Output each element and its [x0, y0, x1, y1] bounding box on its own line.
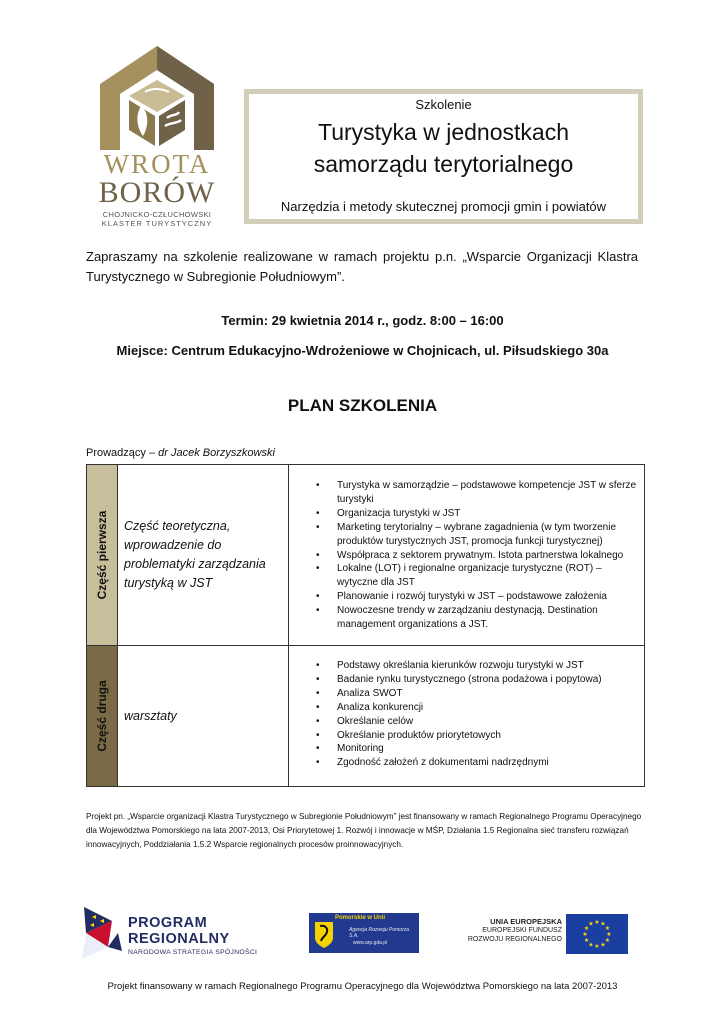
plan-row-side: [87, 646, 118, 786]
list-item: • Turystyka w samorządzie – podstawowe kompetencje JST w sferze turystyki: [337, 479, 636, 507]
list-item: • Badanie rynku turystycznego (strona podażowa i popytowa): [337, 673, 636, 687]
list-item: • Określanie produktów priorytetowych: [337, 729, 636, 743]
program-regionalny-emblem-icon: [78, 903, 124, 961]
list-item: • Analiza konkurencji: [337, 701, 636, 715]
pomorskie-title: Pomorskie w Unii: [335, 915, 386, 921]
list-item: • Nowoczesne trendy w zarządzaniu destynacją. Destination management organizations a JST.: [337, 604, 636, 632]
list-item: • Podstawy określania kierunków rozwoju turystyki w JST: [337, 659, 636, 673]
plan-row-topic: [118, 465, 289, 645]
program-regionalny-line3: NARODOWA STRATEGIA SPÓJNOŚCI: [128, 949, 258, 956]
pomorskie-w-unii-logo: [309, 913, 419, 953]
trainer-line: [86, 447, 275, 459]
plan-heading: PLAN SZKOLENIA: [287, 396, 438, 415]
eu-logo: [466, 913, 628, 953]
logo-word-borow: BORÓW: [98, 176, 216, 209]
list-item: • Analiza SWOT: [337, 687, 636, 701]
svg-text:★: ★: [600, 941, 606, 949]
funding-footnote: Projekt pn. „Wsparcie organizacji Klastra Turystycznego w Subregionie Południowym” jest finansowany w ramach Regionalnego Programu Operacyjnego dla Województwa Pomorskiego na lata 2007-2013, Osi Priorytetowej 1. Rozwój i innowacje w MŚP, Działania 1.5 Regionalna sieć transferu rozwiązań innowacyjnych, Poddziałania 1.5.2 Wsparcie regionalnych procesów proinnowacyjnych.: [86, 812, 642, 849]
logo-subtitle-line2: KLASTER TURYSTYCZNY: [101, 219, 213, 228]
eu-line2: EUROPEJSKI FUNDUSZ: [482, 927, 562, 934]
title-box: [244, 89, 643, 224]
page-title-line2: samorządu terytorialnego: [313, 151, 574, 177]
svg-text:★: ★: [583, 937, 590, 944]
svg-text:★: ★: [604, 925, 611, 932]
pomorskie-url: www.arp.gda.pl: [353, 940, 388, 946]
pomorskie-agency: Agencja Rozwoju Pomorza S.A.: [349, 927, 410, 939]
venue-line: Miejsce: Centrum Edukacyjno-Wdrożeniowe w Chojnicach, ul. Piłsudskiego 30a: [116, 343, 609, 358]
eu-line3: ROZWOJU REGIONALNEGO: [467, 936, 562, 943]
plan-row-side-label: Część pierwsza: [95, 510, 109, 600]
list-item: • Planowanie i rozwój turystyki w JST – podstawowe założenia: [337, 590, 636, 604]
list-item: • Lokalne (LOT) i regionalne organizacje turystyczne (ROT) – wytyczne dla JST: [337, 562, 636, 590]
wrota-borow-logo: [97, 44, 217, 226]
page-title: [249, 116, 638, 180]
plan-row-topic: [118, 646, 289, 786]
plan-row-items: [289, 646, 644, 786]
plan-row-items: [289, 465, 644, 645]
svg-text:★: ★: [594, 919, 600, 926]
plan-row: [87, 465, 644, 646]
pomorskie-griffin-icon: [313, 916, 335, 950]
trainer-label: Prowadzący –: [86, 447, 159, 459]
plan-table: [86, 464, 645, 787]
program-regionalny-line1: PROGRAM: [128, 915, 208, 931]
page-subtitle: Narzędzia i metody skutecznej promocji gmin i powiatów: [280, 199, 607, 214]
program-regionalny-line2: REGIONALNY: [128, 931, 230, 947]
eu-line1: UNIA EUROPEJSKA: [490, 917, 562, 926]
bottom-note: Projekt finansowany w ramach Regionalnego Programu Operacyjnego dla Województwa Pomorskiego na lata 2007-2013: [107, 981, 618, 992]
plan-row-topic-text: Część teoretyczna, wprowadzenie do problematyki zarządzania turystyką w JST: [124, 519, 266, 590]
page-title-line1: Turystyka w jednostkach: [318, 119, 569, 145]
svg-text:★: ★: [588, 941, 594, 949]
intro-paragraph: Zapraszamy na szkolenie realizowane w ramach projektu p.n. „Wsparcie Organizacji Klastra Turystycznego w Subregionie Południowym”.: [86, 249, 638, 284]
svg-text:★: ★: [588, 920, 594, 928]
list-item: • Marketing terytorialny – wybrane zagadnienia (w tym tworzenie produktów turystycznych JST, promocja funkcji turystycznej): [337, 521, 636, 549]
svg-text:★: ★: [594, 943, 600, 950]
title-kicker: Szkolenie: [415, 97, 472, 112]
date-line: Termin: 29 kwietnia 2014 r., godz. 8:00 – 16:00: [221, 313, 504, 328]
plan-row-side: [87, 465, 118, 645]
svg-text:★: ★: [583, 925, 590, 932]
plan-row-topic-text: warsztaty: [124, 708, 177, 723]
list-item: • Organizacja turystyki w JST: [337, 507, 636, 521]
list-item: • Monitoring: [337, 742, 636, 756]
logo-subtitle-line1: CHOJNICKO-CZŁUCHOWSKI: [102, 210, 212, 219]
plan-row-side-label: Część druga: [95, 680, 109, 752]
list-item: • Współpraca z sektorem prywatnym. Istota partnerstwa lokalnego: [337, 549, 636, 563]
svg-text:★: ★: [606, 931, 612, 938]
list-item: • Określanie celów: [337, 715, 636, 729]
eu-stars-icon: [566, 914, 628, 954]
program-regionalny-logo: [78, 903, 268, 961]
svg-text:★: ★: [600, 920, 606, 928]
svg-text:★: ★: [582, 931, 588, 938]
list-item: • Zgodność założeń z dokumentami nadrzędnymi: [337, 756, 636, 770]
svg-text:★: ★: [604, 937, 611, 944]
plan-row: [87, 646, 644, 786]
house-emblem-icon: [97, 44, 217, 150]
trainer-name: dr Jacek Borzyszkowski: [158, 447, 275, 459]
logo-word-wrota: WROTA: [103, 149, 211, 179]
eu-flag-icon: [566, 914, 628, 954]
